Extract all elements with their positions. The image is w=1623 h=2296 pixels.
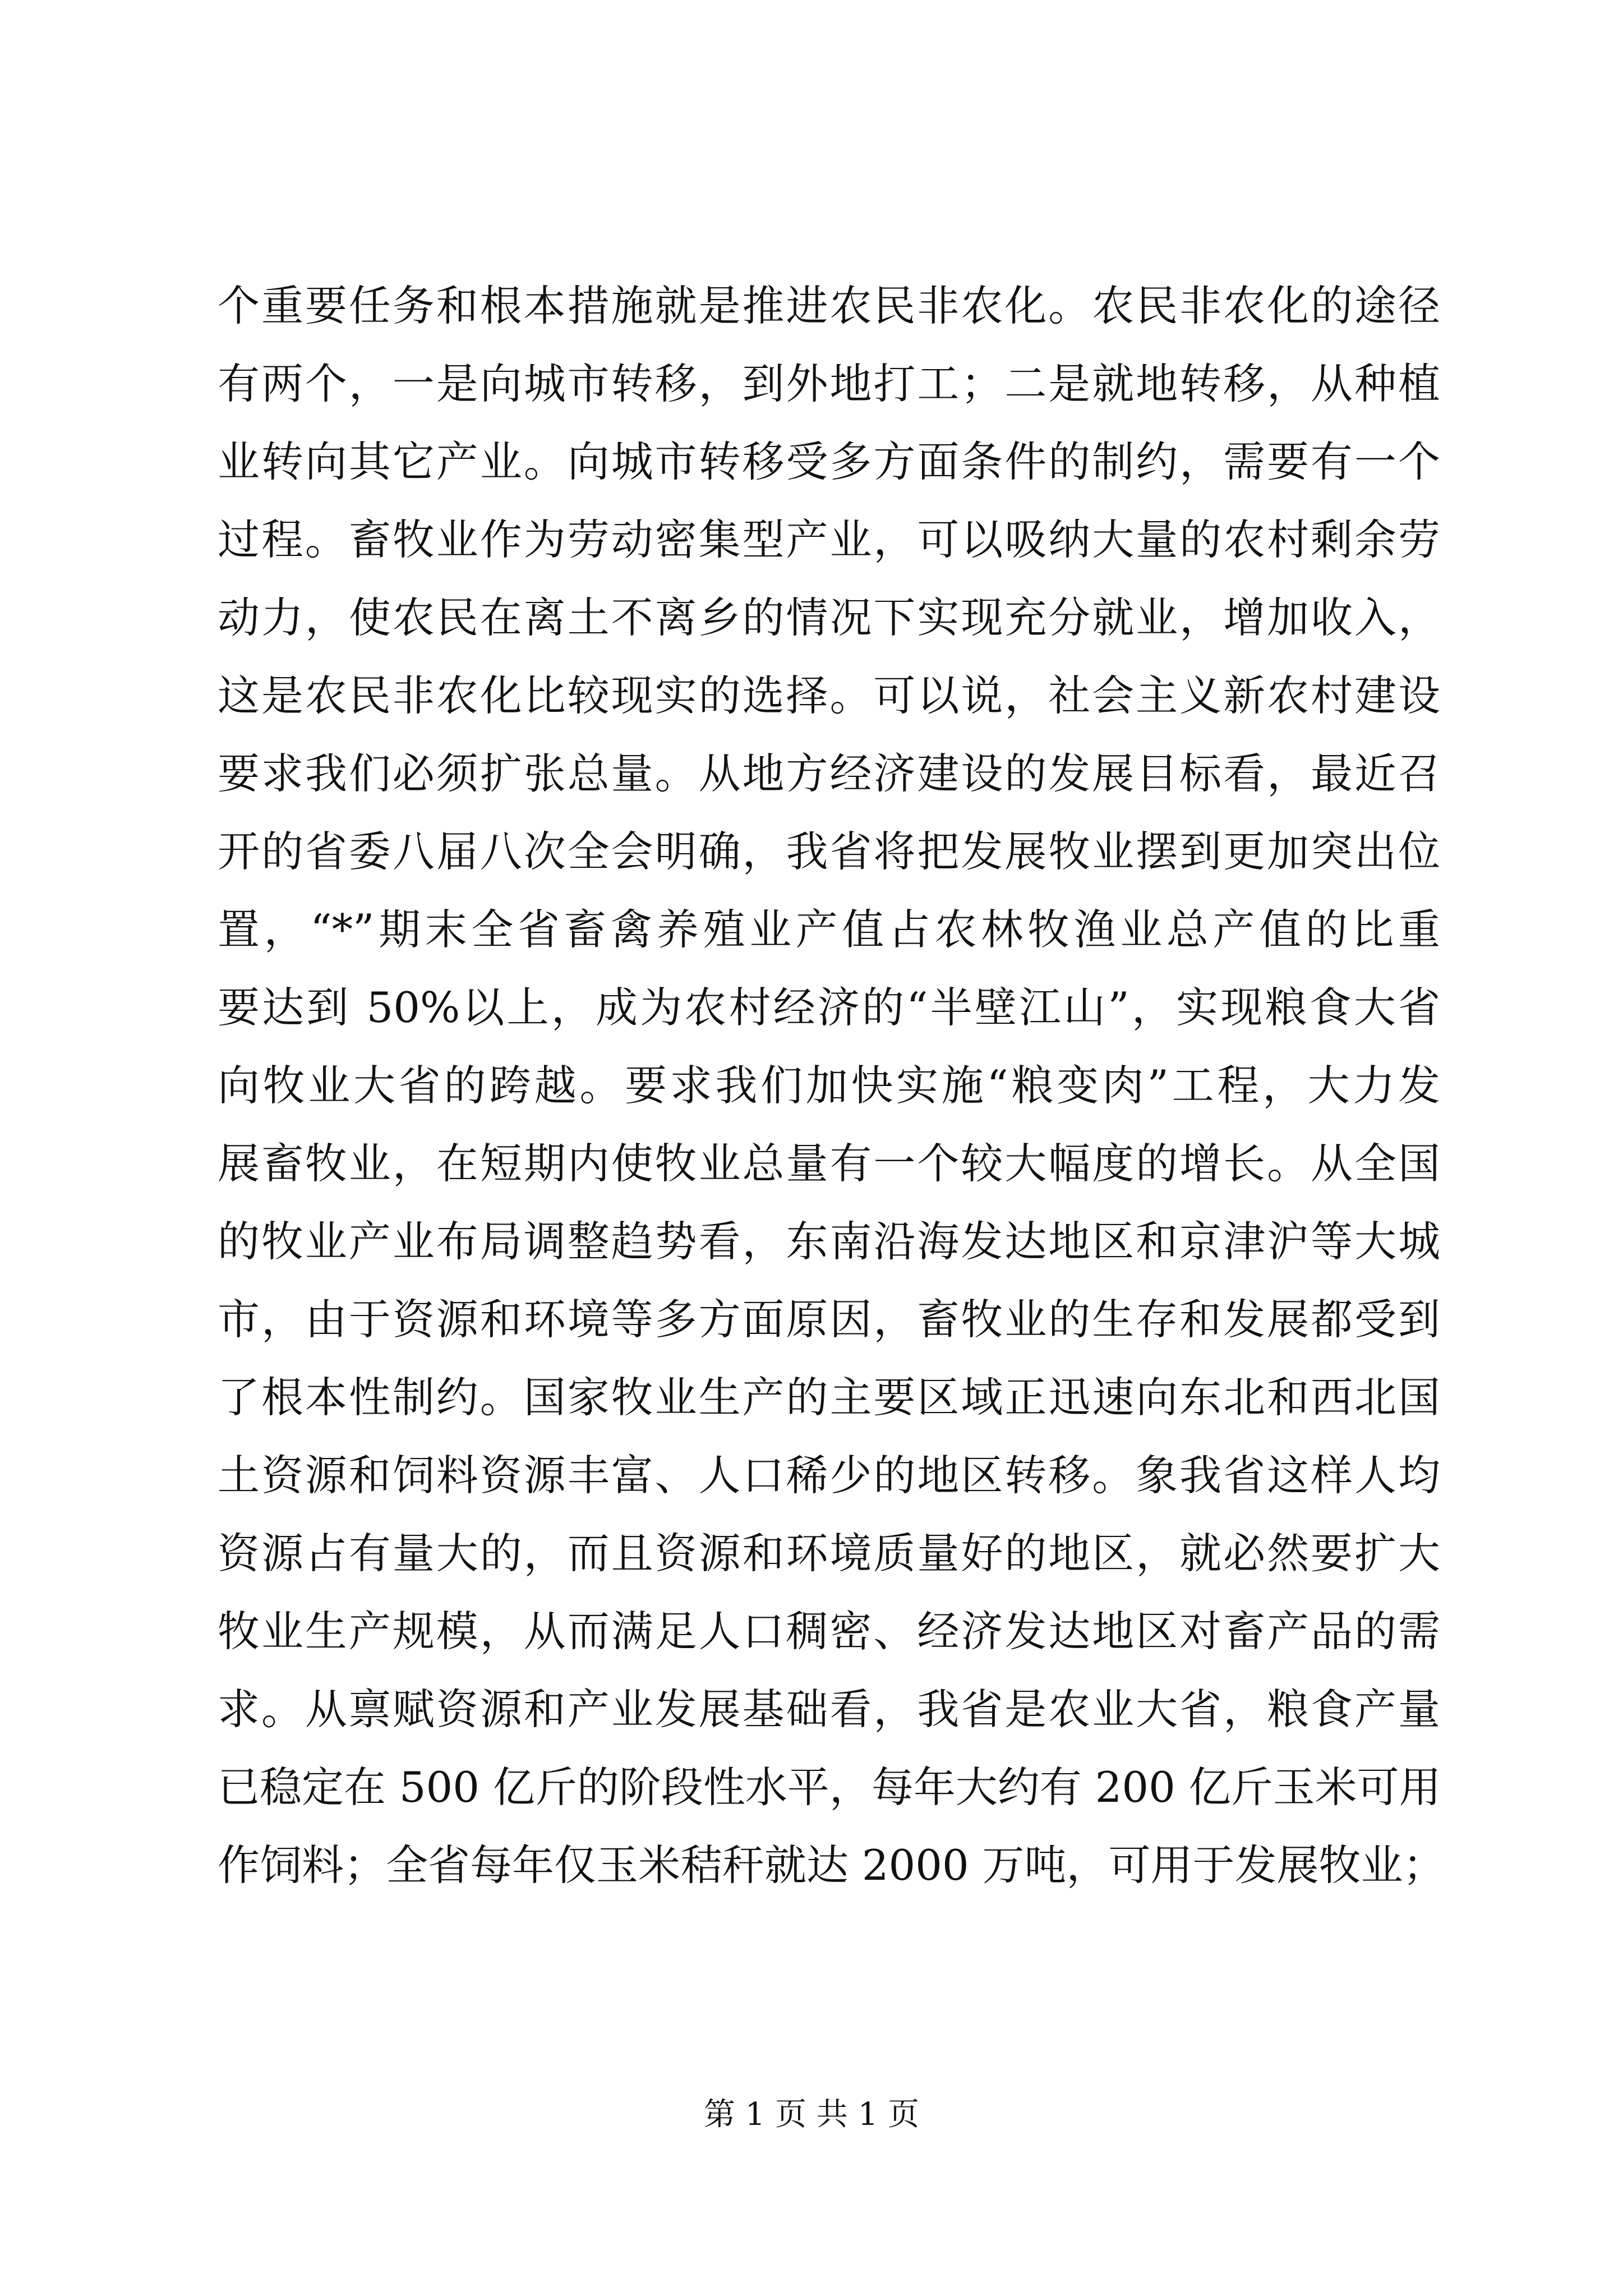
text-line: 业转向其它产业。向城市转移受多方面条件的制约，需要有一个 [218, 437, 1440, 486]
text-line: 有两个，一是向城市转移，到外地打工；二是就地转移，从种植 [218, 359, 1440, 408]
text-line: 动力，使农民在离土不离乡的情况下实现充分就业，增加收入， [218, 593, 1440, 642]
text-line: 了根本性制约。国家牧业生产的主要区域正迅速向东北和西北国 [218, 1373, 1440, 1422]
text-line: 过程。畜牧业作为劳动密集型产业，可以吸纳大量的农村剩余劳 [218, 515, 1440, 564]
text-line: 置，“*”期末全省畜禽养殖业产值占农林牧渔业总产值的比重 [218, 905, 1440, 954]
text-line: 展畜牧业，在短期内使牧业总量有一个较大幅度的增长。从全国 [218, 1139, 1440, 1188]
page-footer: 第 1 页 共 1 页 [703, 2096, 920, 2133]
text-line: 求。从禀赋资源和产业发展基础看，我省是农业大省，粮食产量 [218, 1685, 1440, 1734]
text-line: 土资源和饲料资源丰富、人口稀少的地区转移。象我省这样人均 [218, 1451, 1440, 1500]
text-line: 个重要任务和根本措施就是推进农民非农化。农民非农化的途径 [218, 281, 1440, 330]
text-line: 市，由于资源和环境等多方面原因，畜牧业的生存和发展都受到 [218, 1295, 1440, 1344]
text-line: 牧业生产规模，从而满足人口稠密、经济发达地区对畜产品的需 [218, 1607, 1440, 1656]
text-line: 要求我们必须扩张总量。从地方经济建设的发展目标看，最近召 [218, 749, 1440, 798]
text-line: 要达到 50%以上，成为农村经济的“半壁江山”，实现粮食大省 [218, 983, 1440, 1032]
text-line: 作饲料；全省每年仅玉米秸秆就达 2000 万吨，可用于发展牧业； [218, 1841, 1445, 1890]
body-text [218, 267, 1445, 1904]
text-line: 这是农民非农化比较现实的选择。可以说，社会主义新农村建设 [218, 671, 1440, 720]
text-line: 已稳定在 500 亿斤的阶段性水平，每年大约有 200 亿斤玉米可用 [218, 1763, 1441, 1812]
text-line: 开的省委八届八次全会明确，我省将把发展牧业摆到更加突出位 [218, 827, 1440, 876]
text-line: 的牧业产业布局调整趋势看，东南沿海发达地区和京津沪等大城 [218, 1217, 1440, 1266]
text-line: 资源占有量大的，而且资源和环境质量好的地区，就必然要扩大 [218, 1529, 1440, 1578]
text-line: 向牧业大省的跨越。要求我们加快实施“粮变肉”工程，大力发 [218, 1061, 1440, 1110]
